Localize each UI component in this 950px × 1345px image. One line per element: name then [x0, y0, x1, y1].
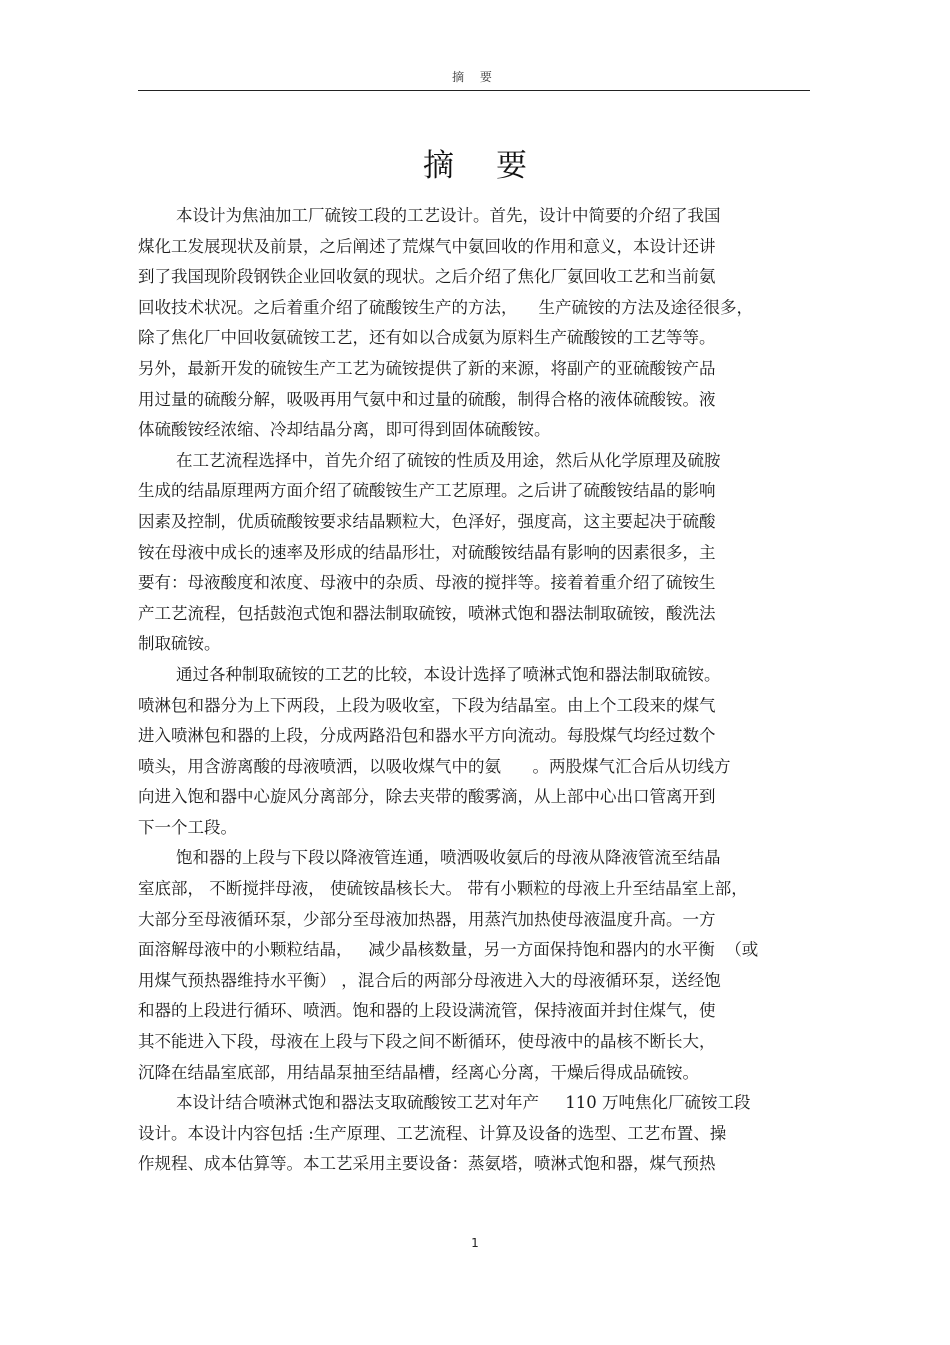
- text-line: 用过量的硫酸分解，吸吸再用气氨中和过量的硫酸，制得合格的液体硫酸铵。液: [138, 389, 716, 409]
- running-header: 摘 要: [452, 70, 498, 84]
- text-line: 饱和器的上段与下段以降液管连通，喷洒吸收氨后的母液从降液管流至结晶: [176, 848, 721, 868]
- text-line: 作规程、成本估算等。本工艺采用主要设备：蒸氨塔，喷淋式饱和器，煤气预热: [138, 1154, 716, 1174]
- text-line: 下一个工段。: [138, 817, 237, 837]
- text-line: 室底部， 不断搅拌母液， 使硫铵晶核长大。 带有小颗粒的母液上升至结晶室上部，: [138, 879, 748, 899]
- abstract-body: [138, 201, 810, 1180]
- text-line: 喷头，用含游离酸的母液喷洒，以吸收煤气中的氨 。两股煤气汇合后从切线方: [138, 756, 731, 776]
- page-title: 摘要: [423, 148, 569, 184]
- text-line: 本设计结合喷淋式饱和器法支取硫酸铵工艺对年产 110 万吨焦化厂硫铵工段: [176, 1093, 751, 1113]
- header-rule: [138, 90, 810, 91]
- text-line: 到了我国现阶段钢铁企业回收氨的现状。之后介绍了焦化厂氨回收工艺和当前氨: [138, 267, 716, 287]
- text-line: 在工艺流程选择中，首先介绍了硫铵的性质及用途，然后从化学原理及硫胺: [176, 450, 721, 470]
- text-line: 通过各种制取硫铵的工艺的比较，本设计选择了喷淋式饱和器法制取硫铵。: [176, 664, 721, 684]
- text-line: 生成的结晶原理两方面介绍了硫酸铵生产工艺原理。之后讲了硫酸铵结晶的影响: [138, 481, 716, 501]
- text-line: 铵在母液中成长的速率及形成的结晶形壮，对硫酸铵结晶有影响的因素很多，主: [138, 542, 716, 562]
- text-line: 本设计为焦油加工厂硫铵工段的工艺设计。首先，设计中简要的介绍了我国: [176, 206, 721, 225]
- text-line: 要有：母液酸度和浓度、母液中的杂质、母液的搅拌等。接着着重介绍了硫铵生: [138, 573, 716, 593]
- text-line: 喷淋包和器分为上下两段，上段为吸收室，下段为结晶室。由上个工段来的煤气: [138, 695, 716, 715]
- text-line: 面溶解母液中的小颗粒结晶， 减少晶核数量，另一方面保持饱和器内的水平衡 （或: [138, 940, 759, 960]
- text-line: 大部分至母液循环泵，少部分至母液加热器，用蒸汽加热使母液温度升高。一方: [138, 909, 716, 929]
- text-line: 另外，最新开发的硫铵生产工艺为硫铵提供了新的来源，将副产的亚硫酸铵产品: [138, 358, 716, 378]
- text-line: 产工艺流程，包括鼓泡式饱和器法制取硫铵，喷淋式饱和器法制取硫铵，酸洗法: [138, 603, 716, 623]
- text-line: 其不能进入下段，母液在上段与下段之间不断循环，使母液中的晶核不断长大，: [138, 1032, 716, 1052]
- text-line: 设计。本设计内容包括 :生产原理、工艺流程、计算及设备的选型、工艺布置、操: [138, 1123, 727, 1143]
- text-line: 制取硫铵。: [138, 634, 221, 654]
- text-line: 煤化工发展现状及前景，之后阐述了荒煤气中氨回收的作用和意义，本设计还讲: [138, 236, 716, 256]
- text-line: 向进入饱和器中心旋风分离部分，除去夹带的酸雾滴，从上部中心出口管离开到: [138, 787, 716, 807]
- page-number: 1: [471, 1236, 479, 1250]
- text-line: 沉降在结晶室底部，用结晶泵抽至结晶槽，经离心分离，干燥后得成品硫铵。: [138, 1062, 699, 1082]
- text-line: 因素及控制，优质硫酸铵要求结晶颗粒大，色泽好，强度高，这主要起决于硫酸: [138, 511, 716, 531]
- text-line: 进入喷淋包和器的上段，分成两路沿包和器水平方向流动。每股煤气均经过数个: [138, 726, 716, 746]
- text-line: 和器的上段进行循环、喷洒。饱和器的上段设满流管，保持液面并封住煤气，使: [138, 1001, 716, 1021]
- text-line: 体硫酸铵经浓缩、冷却结晶分离，即可得到固体硫酸铵。: [138, 420, 551, 440]
- text-line: 除了焦化厂中回收氨硫铵工艺，还有如以合成氨为原料生产硫酸铵的工艺等等。: [138, 328, 716, 348]
- text-line: 回收技术状况。之后着重介绍了硫酸铵生产的方法， 生产硫铵的方法及途径很多，: [138, 297, 753, 317]
- text-line: 用煤气预热器维持水平衡） ，混合后的两部分母液进入大的母液循环泵，送经饱: [138, 970, 721, 990]
